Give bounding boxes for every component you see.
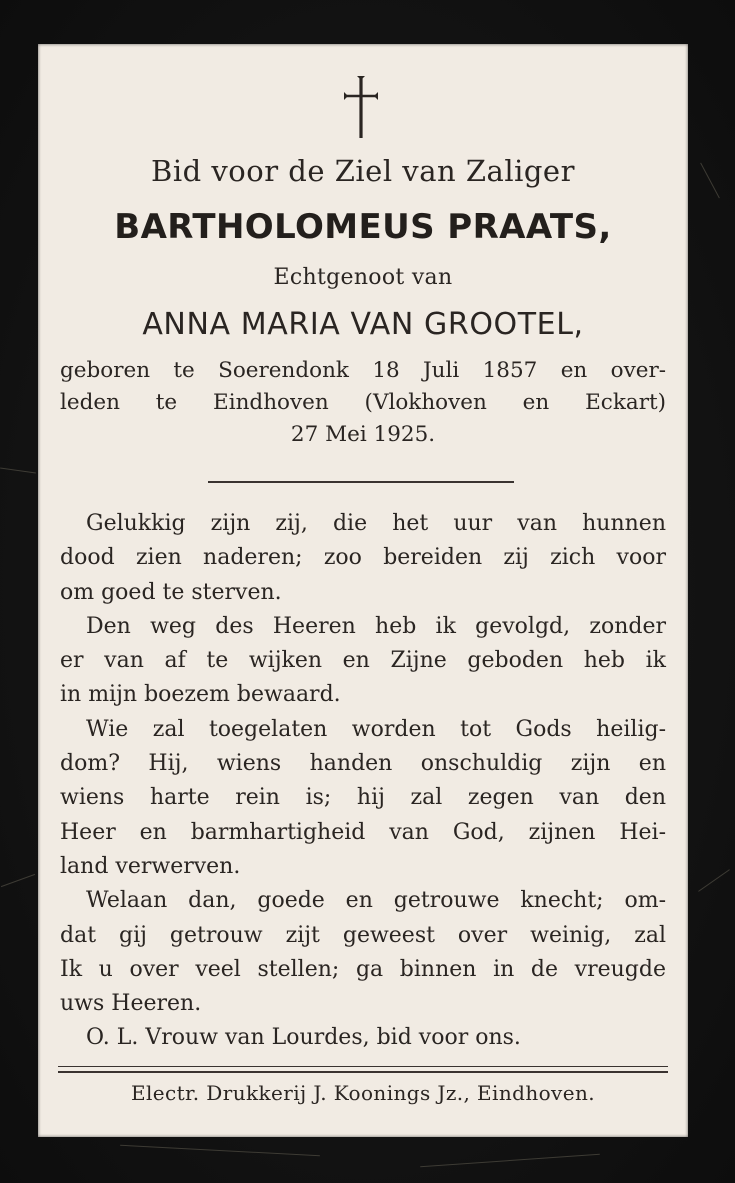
prayer-line: dood zien naderen; zoo bereiden zij zich voor bbox=[60, 545, 666, 571]
bio-line: leden te Eindhoven (Vlokhoven en Eckart) bbox=[60, 390, 666, 415]
prayer-line: Heer en barmhartigheid van God, zijnen Hei- bbox=[60, 819, 666, 845]
prayer-line: Ik u over veel stellen; ga binnen in de vreugde bbox=[60, 956, 666, 982]
footer-rule-bottom bbox=[58, 1071, 668, 1073]
border-crack bbox=[0, 467, 36, 473]
prayer-line: Wie zal toegelaten worden tot Gods heilig- bbox=[86, 716, 666, 742]
prayer-line: dom? Hij, wiens handen onschuldig zijn en bbox=[60, 751, 666, 777]
prayer-line: Gelukkig zijn zij, die het uur van hunnen bbox=[86, 511, 666, 536]
prayer-line: Den weg des Heeren heb ik gevolgd, zonder bbox=[86, 613, 666, 639]
printer-credit: Electr. Drukkerij J. Koonings Jz., Eindhoven. bbox=[130, 1081, 596, 1105]
border-crack bbox=[1, 874, 35, 887]
spouse-name: ANNA MARIA VAN GROOTEL, bbox=[142, 307, 584, 342]
border-crack bbox=[698, 869, 730, 892]
memorial-card bbox=[38, 44, 688, 1137]
prayer-line: er van af te wijken en Zijne geboden heb ik bbox=[60, 648, 666, 674]
border-crack bbox=[420, 1154, 600, 1168]
deceased-name: BARTHOLOMEUS PRAATS, bbox=[114, 207, 612, 247]
invocation-line: Bid voor de Ziel van Zaliger bbox=[151, 154, 575, 188]
prayer-line: land verwerven. bbox=[60, 853, 241, 879]
relation-line: Echtgenoot van bbox=[273, 265, 453, 290]
prayer-line: dat gij getrouw zijt geweest over weinig, zal bbox=[60, 922, 666, 948]
divider-rule bbox=[208, 481, 514, 483]
border-crack bbox=[120, 1145, 320, 1156]
cross-icon bbox=[343, 74, 379, 140]
prayer-line: O. L. Vrouw van Lourdes, bid voor ons. bbox=[86, 1025, 521, 1051]
prayer-line: uws Heeren. bbox=[60, 991, 202, 1017]
biography bbox=[60, 355, 666, 451]
prayer-line: Welaan dan, goede en getrouwe knecht; om- bbox=[86, 888, 666, 914]
prayer-line: wiens harte rein is; hij zal zegen van den bbox=[60, 785, 666, 811]
footer-rule-top bbox=[58, 1066, 668, 1067]
border-crack bbox=[700, 163, 720, 199]
prayer-line: in mijn boezem bewaard. bbox=[60, 682, 341, 708]
prayer-line: om goed te sterven. bbox=[60, 579, 282, 605]
bio-line: geboren te Soerendonk 18 Juli 1857 en over- bbox=[60, 358, 666, 383]
bio-line: 27 Mei 1925. bbox=[290, 422, 436, 447]
prayer-text bbox=[60, 507, 666, 1056]
